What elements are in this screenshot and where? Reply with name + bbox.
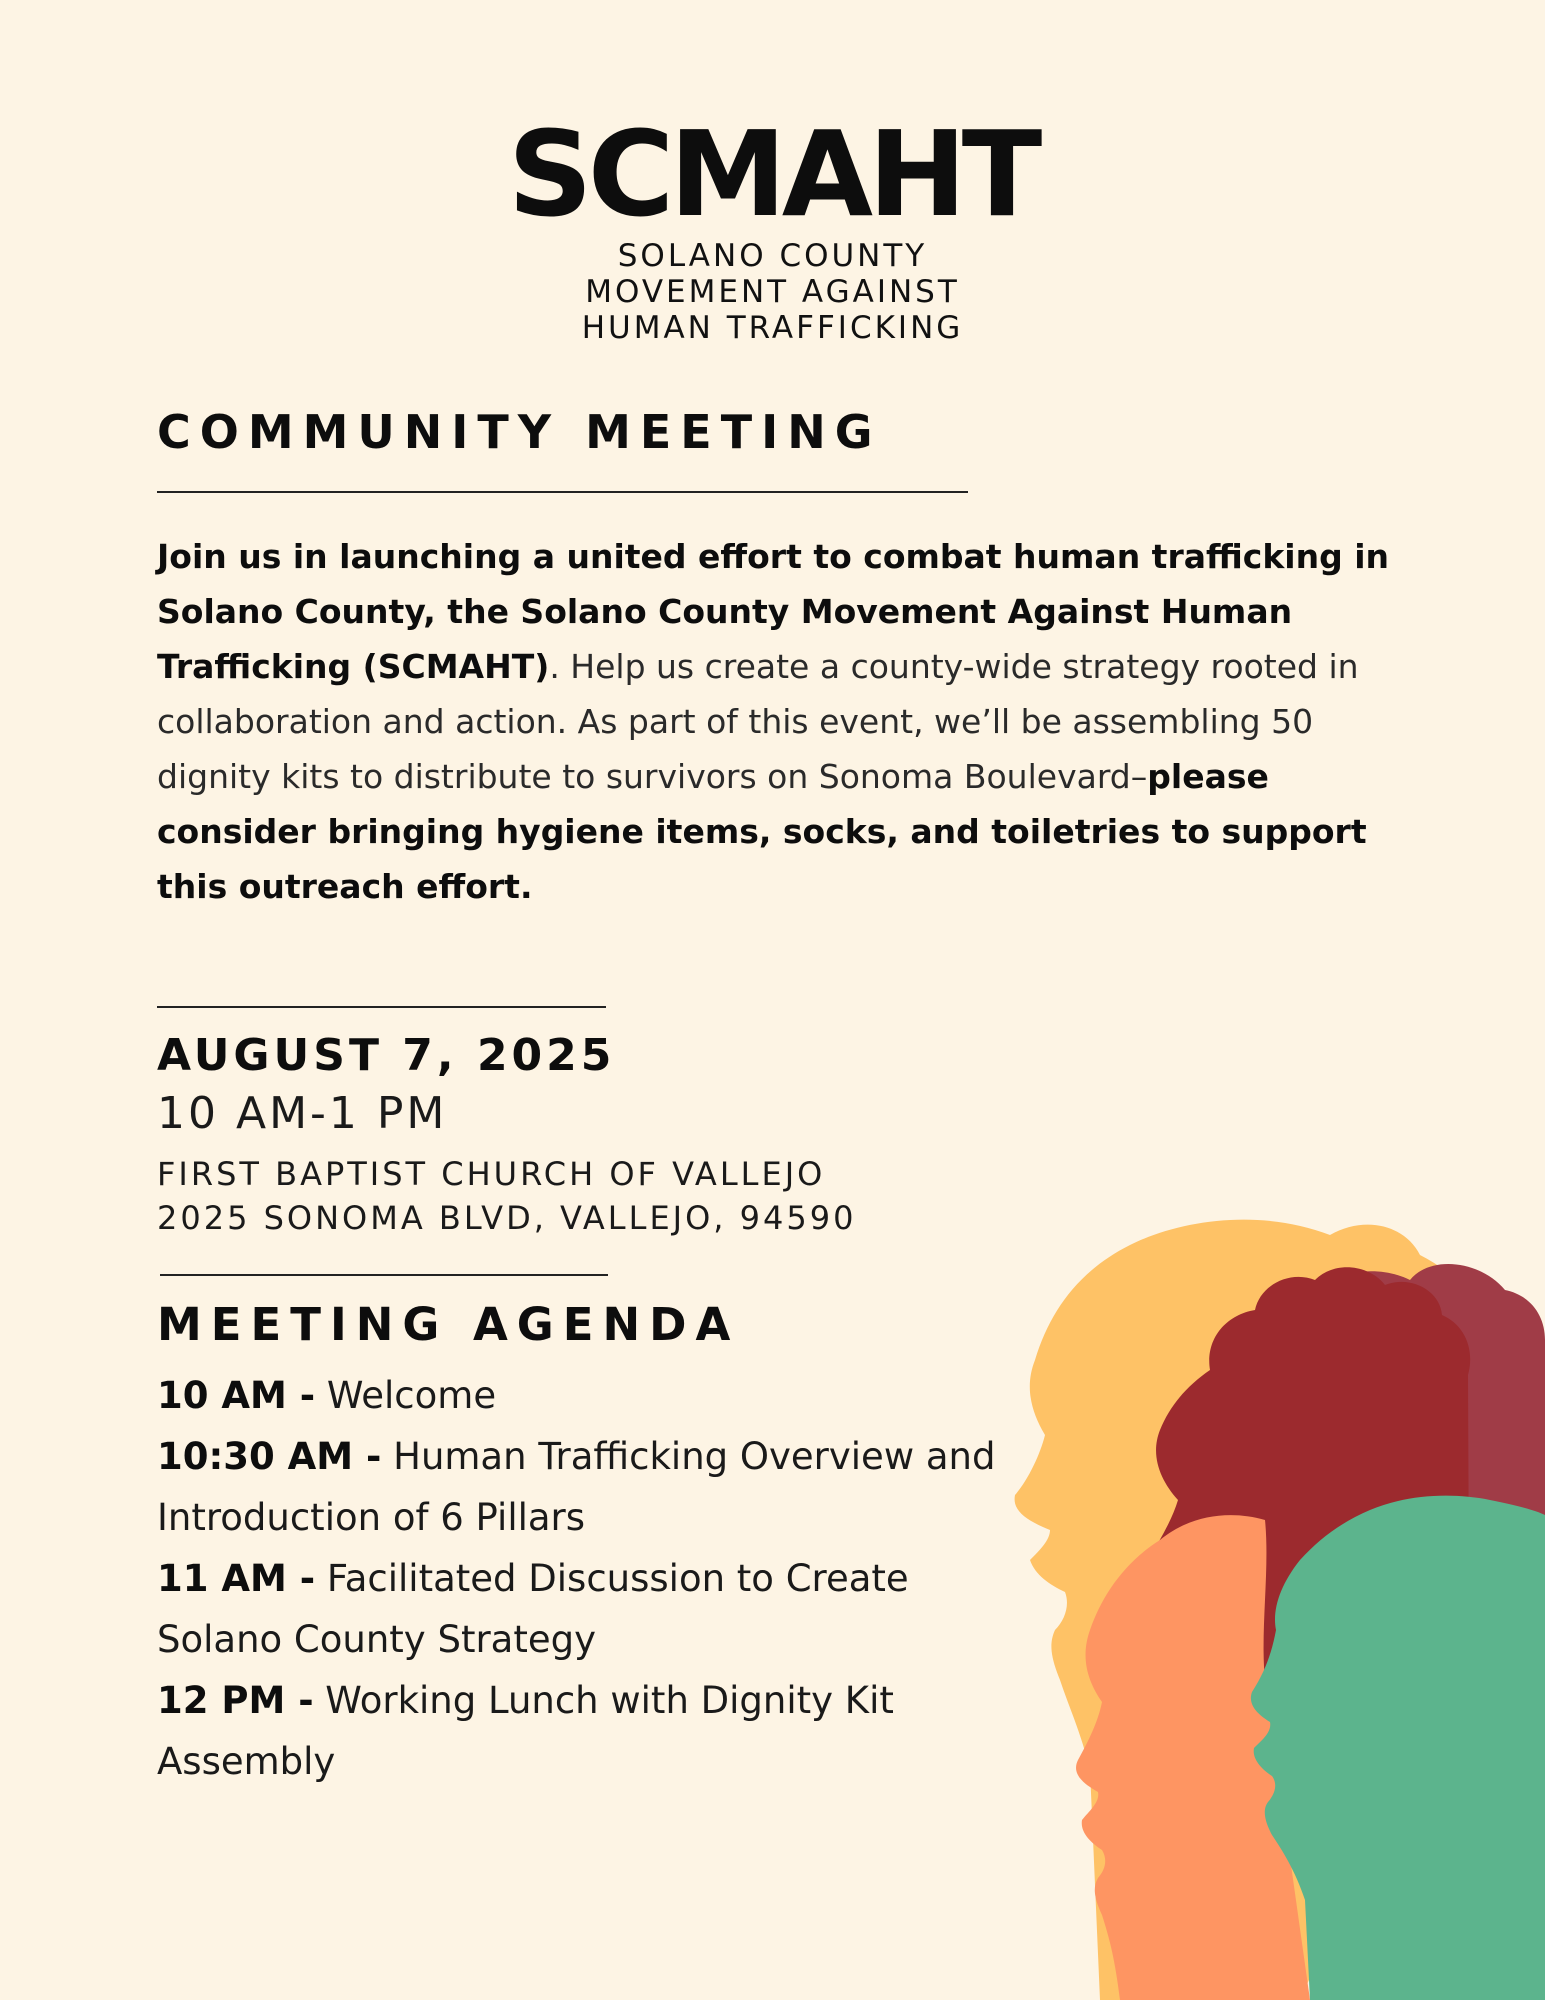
logo-acronym: SCMAHT	[507, 105, 1038, 243]
agenda-item	[157, 1365, 1037, 1426]
intro-bold-tail: please consider bringing hygiene items, socks, and toiletries to support this outreach effort.	[157, 757, 1367, 906]
divider-1	[157, 491, 968, 493]
intro-bold-lead: Join us in launching a united effort to combat human trafficking in Solano County, the Solano County Movement Against Human Trafficking (SCMAHT)	[157, 537, 1390, 686]
agenda-text: Working Lunch with Dignity Kit Assembly	[157, 1679, 894, 1783]
logo-line-2: MOVEMENT AGAINST	[585, 274, 960, 310]
event-time: 10 AM-1 PM	[157, 1088, 448, 1139]
community-meeting-heading: COMMUNITY MEETING	[157, 405, 882, 459]
agenda-time: 12 PM -	[157, 1679, 314, 1722]
meeting-agenda-heading: MEETING AGENDA	[157, 1298, 740, 1351]
agenda-text: Facilitated Discussion to Create Solano County Strategy	[157, 1557, 909, 1661]
logo-line-3: HUMAN TRAFFICKING	[581, 310, 964, 346]
agenda-text: Human Trafficking Overview and Introduction of 6 Pillars	[157, 1435, 996, 1539]
agenda-time: 10 AM -	[157, 1374, 316, 1417]
org-logo	[0, 105, 1545, 346]
agenda-time: 10:30 AM -	[157, 1435, 382, 1478]
divider-2	[157, 1006, 606, 1008]
agenda-time: 11 AM -	[157, 1557, 316, 1600]
agenda-item	[157, 1670, 1037, 1792]
intro-paragraph	[157, 529, 1392, 914]
intro-body: . Help us create a county-wide strategy rooted in collaboration and action. As part of this event, we’ll be assembling 50 dignity kits to distribute to survivors on Sonoma Boulevard–	[157, 647, 1359, 796]
logo-line-1: SOLANO COUNTY	[617, 238, 928, 274]
agenda-text: Welcome	[315, 1374, 497, 1417]
diverse-profiles-silhouettes-icon	[1010, 1210, 1545, 2000]
agenda-item	[157, 1548, 1037, 1670]
agenda-list	[157, 1365, 1037, 1792]
event-date: AUGUST 7, 2025	[157, 1030, 616, 1081]
logo-subtitle	[0, 238, 1545, 346]
event-location	[157, 1152, 856, 1240]
divider-3	[160, 1274, 608, 1276]
event-address: 2025 SONOMA BLVD, VALLEJO, 94590	[157, 1199, 857, 1237]
event-venue: FIRST BAPTIST CHURCH OF VALLEJO	[157, 1155, 826, 1193]
agenda-item	[157, 1426, 1037, 1548]
